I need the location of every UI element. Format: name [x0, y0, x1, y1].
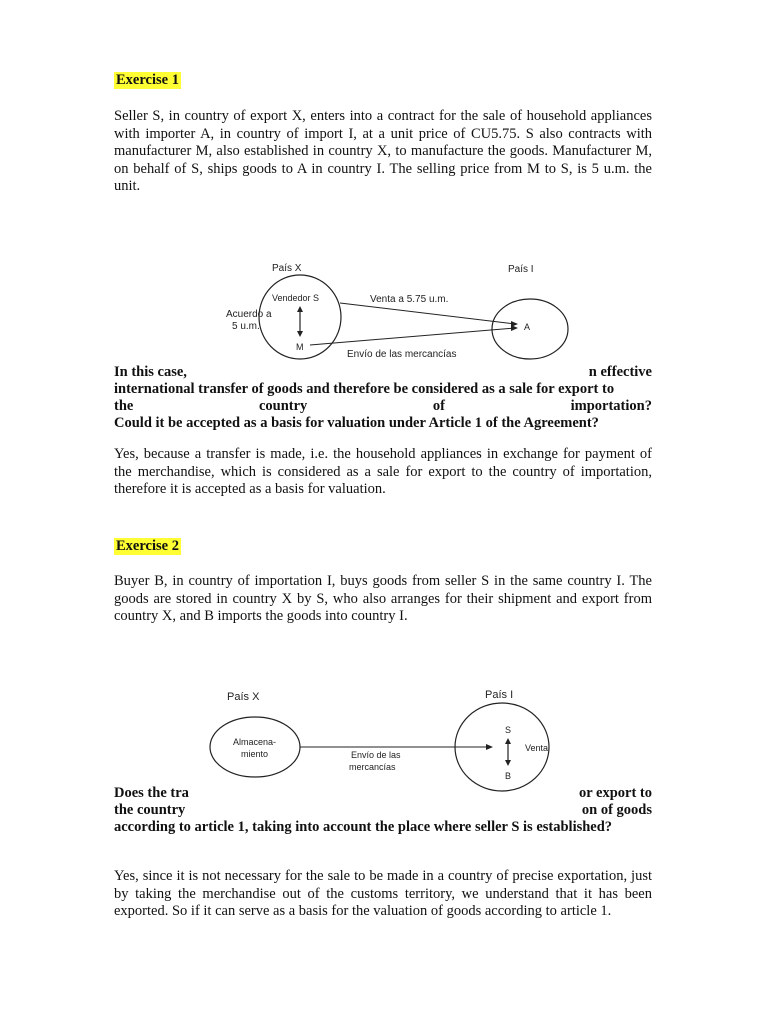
q3-word-1: the	[114, 398, 134, 414]
sale-arrow-head-up	[505, 738, 511, 744]
agreement-arrow-head-up	[297, 306, 303, 312]
diagram1-seller: Vendedor S	[272, 293, 320, 303]
diagram2-storage-line2: miento	[241, 749, 269, 759]
diagram1-country-i: País I	[508, 264, 534, 275]
diagram2-buyer: B	[505, 771, 512, 781]
diagram2-shipment-line1: Envío de las	[351, 750, 401, 760]
diagram1-sale: Venta a 5.75 u.m.	[370, 294, 449, 305]
diagram1-agreement-price: 5 u.m.	[232, 321, 260, 332]
agreement-arrow-head-down	[297, 331, 303, 337]
exercise2-question-line2-left: the country	[114, 802, 186, 818]
shipment-arrow	[310, 328, 515, 345]
diagram1-importer: A	[524, 322, 531, 332]
q3-word-2: country	[258, 398, 308, 414]
diagram2-storage-line1: Almacena-	[233, 737, 277, 747]
diagram1-agreement: Acuerdo a	[226, 309, 272, 320]
shipment-arrow-head	[511, 325, 518, 331]
exercise2-question-line1-left: Does the tra	[114, 785, 189, 801]
exercise1-question-line3	[114, 398, 652, 416]
diagram2-shipment-line2: mercancías	[349, 762, 396, 772]
q3-word-3: of	[432, 398, 445, 414]
diagram2-country-i: País I	[485, 689, 514, 701]
storage-circle	[210, 717, 300, 777]
exercise2-intro: Buyer B, in country of importation I, buys goods from seller S in the same country I. The goods are stored in country X by S, who also arranges for their shipment and export from country X, and B imports the goods into country I.	[114, 573, 652, 624]
exercise2-question-line2-right: on of goods	[581, 802, 652, 818]
q3-word-4: importation?	[570, 398, 652, 414]
exercise2-question-line1-right: or export to	[578, 785, 652, 801]
exercise2-answer: Yes, since it is not necessary for the sale to be made in a country of precise exportation, just by taking the merchandise out of the customs territory, we understand that it has been exported. So if it can serve as a basis for the valuation of goods according to article 1.	[114, 868, 652, 919]
exercise1-question-line4: Could it be accepted as a basis for valuation under Article 1 of the Agreement?	[114, 415, 599, 431]
exercise1-intro: Seller S, in country of export X, enters into a contract for the sale of household appliances with importer A, in country of import I, at a unit price of CU5.75. S also contracts with manufacturer M, also established in country X, to manufacture the goods. Manufacturer M, on behalf of S, ships goods to A in country I. The selling price from M to S, is 5 u.m. the unit.	[114, 108, 652, 194]
exercise2-heading: Exercise 2	[116, 538, 179, 554]
exercise2-question-line3: according to article 1, taking into account the place where seller S is established?	[114, 819, 613, 835]
exercise2-diagram	[205, 683, 575, 793]
exercise1-question-line1-left: In this case,	[114, 364, 187, 380]
exercise1-heading: Exercise 1	[116, 72, 179, 88]
shipment-arrow-head	[486, 744, 493, 750]
exercise1-question-line1-right: n effective	[588, 364, 652, 380]
diagram1-country-x: País X	[272, 263, 302, 274]
sale-arrow-head-down	[505, 760, 511, 766]
sale-arrow	[340, 303, 515, 324]
exercise1-answer: Yes, because a transfer is made, i.e. the household appliances in exchange for payment of the merchandise, which is considered as a sale for export to the country of importation, therefore it is accepted as a basis for valuation.	[114, 446, 652, 497]
diagram1-manufacturer: M	[296, 342, 304, 352]
diagram2-seller: S	[505, 725, 512, 735]
exercise1-diagram	[210, 255, 570, 370]
diagram2-country-x: País X	[227, 691, 260, 703]
diagram1-shipment: Envío de las mercancías	[347, 349, 457, 360]
exercise1-question-line2: international transfer of goods and therefore be considered as a sale for export to	[114, 381, 615, 397]
diagram2-sale: Venta	[525, 743, 549, 753]
